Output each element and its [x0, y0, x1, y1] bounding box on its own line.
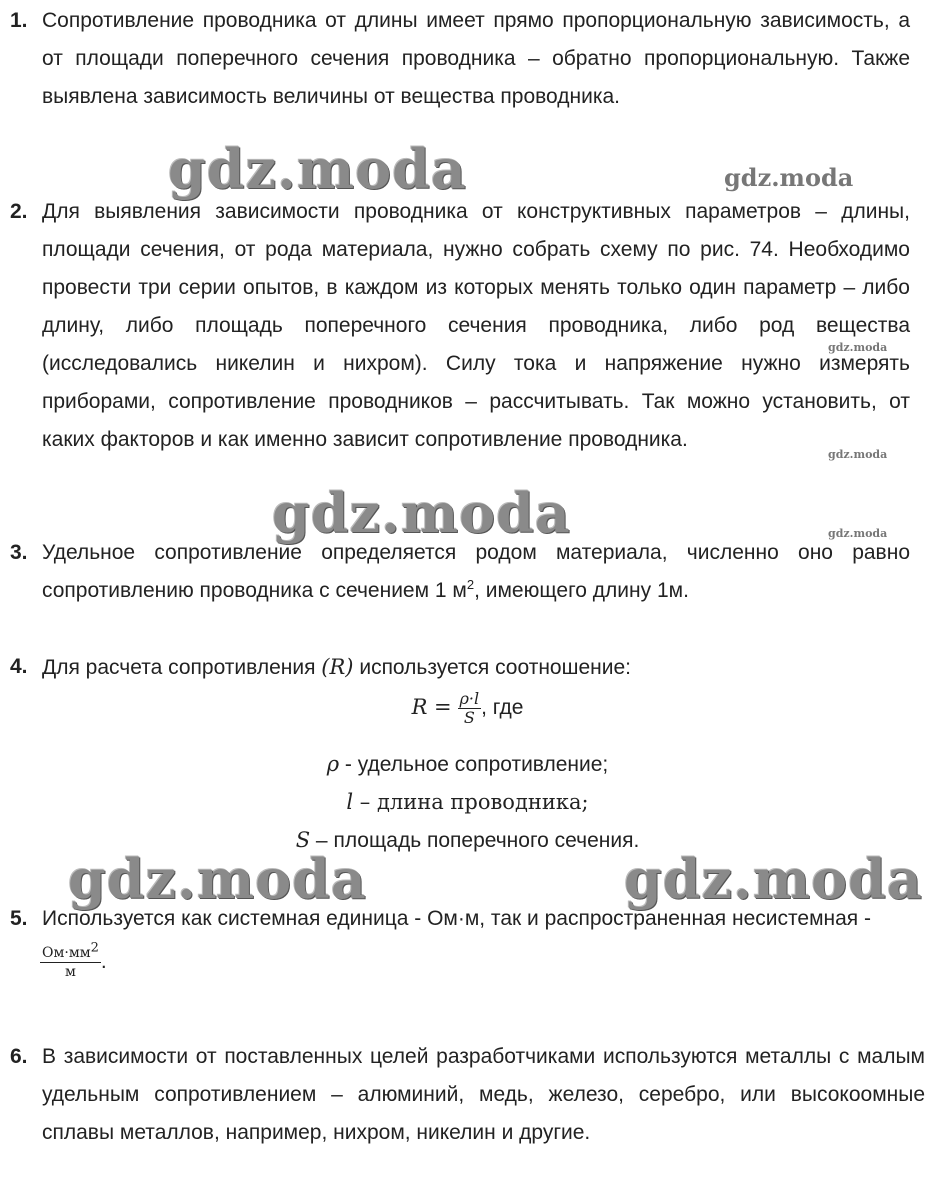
legend-rho: ρ - удельное сопротивление;	[326, 752, 609, 776]
item-number: 5.	[10, 907, 28, 930]
item-6	[10, 1038, 925, 1152]
item-number: 3.	[10, 541, 28, 564]
watermark: gdz.moda	[828, 448, 888, 461]
item-text: Удельное сопротивление определяется родом материала, численно оно равно сопротивлению проводника с сечением 1 $м^2$, имеющего длину 1м.	[42, 541, 910, 602]
item-number: 4.	[10, 655, 28, 678]
superscript: 2	[466, 577, 475, 592]
item-3	[10, 534, 910, 610]
formula-fraction: $\frac{\rho\cdot l}{S}$	[459, 689, 480, 727]
item-4	[10, 648, 910, 687]
watermark: gdz.moda	[828, 527, 888, 540]
watermark: gdz.moda	[272, 481, 571, 545]
item-text: Для выявления зависимости проводника от конструктивных параметров – длины, площади сечения, от рода материала, нужно собрать схему по рис. 74. Необходимо провести три серии опытов, в каждом из которых менять только один параметр – либо длину, либо площадь поперечного сечения проводника, либо род вещества (исследовались никелин и нихром). Силу тока и напряжение нужно измерять приборами, сопротивление проводников – рассчитывать. Так можно установить, от каких факторов и как именно зависит сопротивление проводника.	[42, 200, 910, 451]
symbol-r: (R)	[321, 655, 354, 679]
unit-fraction: $\frac{Ом\cdot мм^2}{м}$ .	[42, 940, 107, 980]
watermark: gdz.moda	[168, 137, 467, 201]
item-2	[10, 193, 910, 459]
legend-l: l – длина проводника;	[346, 790, 589, 814]
item-text: Для расчета сопротивления (R) используется соотношение:	[42, 655, 631, 679]
item-number: 2.	[10, 200, 28, 223]
watermark: gdz.moda	[724, 163, 854, 192]
formula: R = $\frac{\rho\cdot l}{S}$ , где	[411, 689, 524, 727]
item-number: 6.	[10, 1045, 28, 1068]
item-1	[10, 2, 910, 116]
item-text: Сопротивление проводника от длины имеет прямо пропорциональную зависимость, а от площади поперечного сечения проводника – обратно пропорциональную. Также выявлена зависимость величины от вещества проводника.	[42, 9, 910, 108]
watermark: gdz.moda	[828, 341, 888, 354]
item-text: В зависимости от поставленных целей разработчиками используются металлы с малым удельным сопротивлением – алюминий, медь, железо, серебро, или высокоомные сплавы металлов, например, нихром, никелин и другие.	[42, 1045, 925, 1144]
legend-s: S – площадь поперечного сечения.	[295, 828, 640, 852]
watermark: gdz.moda	[68, 847, 367, 911]
item-text: Используется как системная единица - Ом·м, так и распространенная несистемная -	[42, 907, 871, 930]
item-number: 1.	[10, 9, 28, 32]
watermark: gdz.moda	[624, 847, 923, 911]
